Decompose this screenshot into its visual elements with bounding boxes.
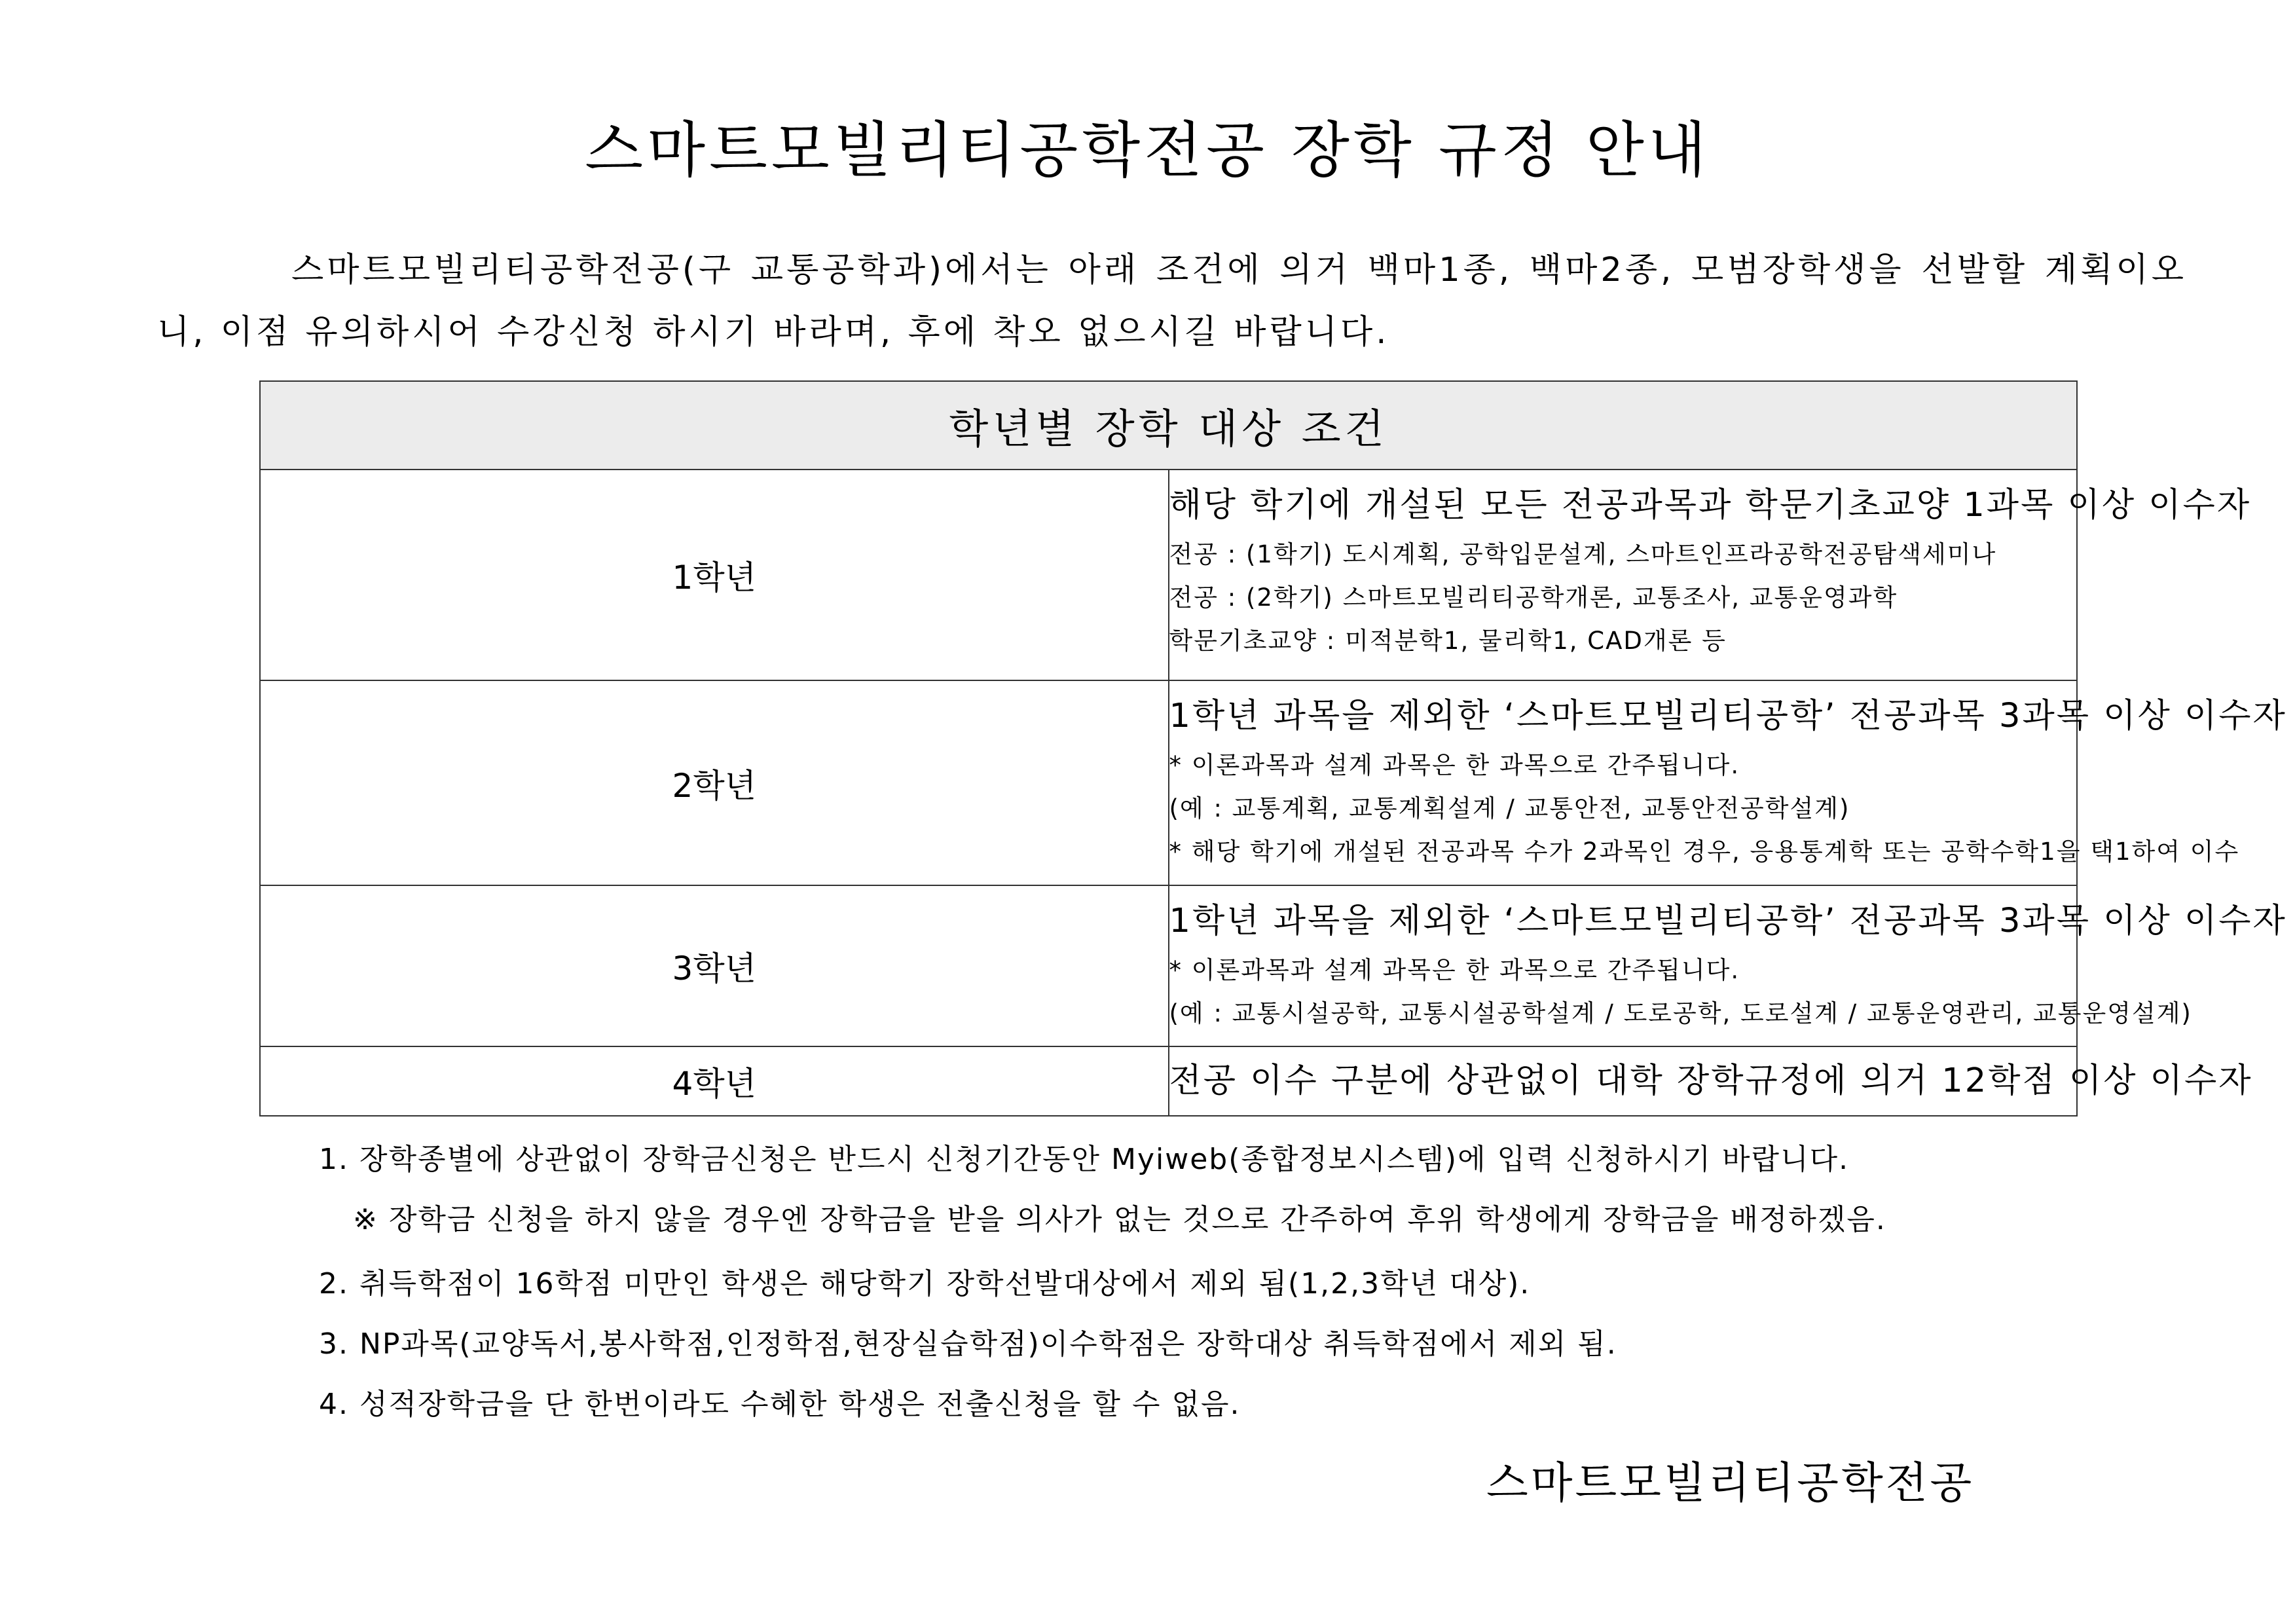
page-title: 스마트모빌리티공학전공 장학 규정 안내 bbox=[585, 115, 1710, 185]
main-requirement: 전공 이수 구분에 상관없이 대학 장학규정에 의거 12학점 이상 이수자 bbox=[1169, 1061, 2253, 1100]
grade-label: 1학년 bbox=[260, 470, 1169, 680]
intro-paragraph: 스마트모빌리티공학전공(구 교통공학과)에서는 아래 조건에 의거 백마1종, 백마2종, 모범장학생을 선발할 계획이오니, 이점 유의하시어 수강신청 하시기 바라며, 후에 착오 없으시길 바랍니다. bbox=[157, 251, 2187, 352]
requirement-cell bbox=[1169, 1046, 2253, 1116]
requirement-detail: (예 : 교통시설공학, 교통시설공학설계 / 도로공학, 도로설계 / 교통운영관리, 교통운영설계) bbox=[1169, 999, 2192, 1027]
grade-label: 3학년 bbox=[260, 885, 1169, 1046]
requirement-detail: 학문기초교양 : 미적분학1, 물리학1, CAD개론 등 bbox=[1169, 627, 1727, 655]
note-item: 3. NP과목(교양독서,봉사학점,인정학점,현장실습학점)이수학점은 장학대상 취득학점에서 제외 됨. bbox=[319, 1327, 1617, 1361]
department-signature: 스마트모빌리티공학전공 bbox=[1486, 1458, 1975, 1508]
grade-label: 2학년 bbox=[260, 680, 1169, 885]
requirement-detail: * 이론과목과 설계 과목은 한 과목으로 간주됩니다. bbox=[1169, 956, 1740, 984]
requirement-cell bbox=[1169, 885, 2287, 1046]
note-subitem: ※ 장학금 신청을 하지 않을 경우엔 장학금을 받을 의사가 없는 것으로 간주하여 후위 학생에게 장학금을 배정하겠음. bbox=[353, 1203, 1886, 1236]
requirement-detail: * 해당 학기에 개설된 전공과목 수가 2과목인 경우, 응용통계학 또는 공학수학1을 택1하여 이수 bbox=[1169, 838, 2240, 866]
main-requirement: 1학년 과목을 제외한 ‘스마트모빌리티공학’ 전공과목 3과목 이상 이수자 bbox=[1169, 697, 2287, 735]
grade-label: 4학년 bbox=[260, 1046, 1169, 1116]
note-item: 2. 취득학점이 16학점 미만인 학생은 해당학기 장학선발대상에서 제외 됨(1,2,3학년 대상). bbox=[319, 1267, 1531, 1301]
requirement-detail: * 이론과목과 설계 과목은 한 과목으로 간주됩니다. bbox=[1169, 751, 1740, 779]
requirement-detail: (예 : 교통계획, 교통계획설계 / 교통안전, 교통안전공학설계) bbox=[1169, 794, 1850, 822]
table-row-grade-1 bbox=[260, 470, 2077, 680]
note-item: 1. 장학종별에 상관없이 장학금신청은 반드시 신청기간동안 Myiweb(종합정보시스템)에 입력 신청하시기 바랍니다. bbox=[319, 1143, 1850, 1176]
table-title: 학년별 장학 대상 조건 bbox=[260, 381, 2077, 470]
table-row-grade-4 bbox=[260, 1046, 2077, 1116]
requirement-cell bbox=[1169, 470, 2252, 680]
scholarship-conditions-table bbox=[259, 380, 2287, 1116]
table-row-grade-3 bbox=[260, 885, 2077, 1046]
table-row-grade-2 bbox=[260, 680, 2077, 885]
requirement-detail: 전공 : (1학기) 도시계획, 공학입문설계, 스마트인프라공학전공탐색세미나 bbox=[1169, 540, 1997, 568]
main-requirement: 1학년 과목을 제외한 ‘스마트모빌리티공학’ 전공과목 3과목 이상 이수자 bbox=[1169, 902, 2287, 940]
main-requirement: 해당 학기에 개설된 모든 전공과목과 학문기초교양 1과목 이상 이수자 bbox=[1169, 486, 2252, 525]
note-item: 4. 성적장학금을 단 한번이라도 수혜한 학생은 전출신청을 할 수 없음. bbox=[319, 1388, 1241, 1421]
requirement-detail: 전공 : (2학기) 스마트모빌리티공학개론, 교통조사, 교통운영과학 bbox=[1169, 583, 1898, 612]
requirement-cell bbox=[1169, 680, 2287, 885]
